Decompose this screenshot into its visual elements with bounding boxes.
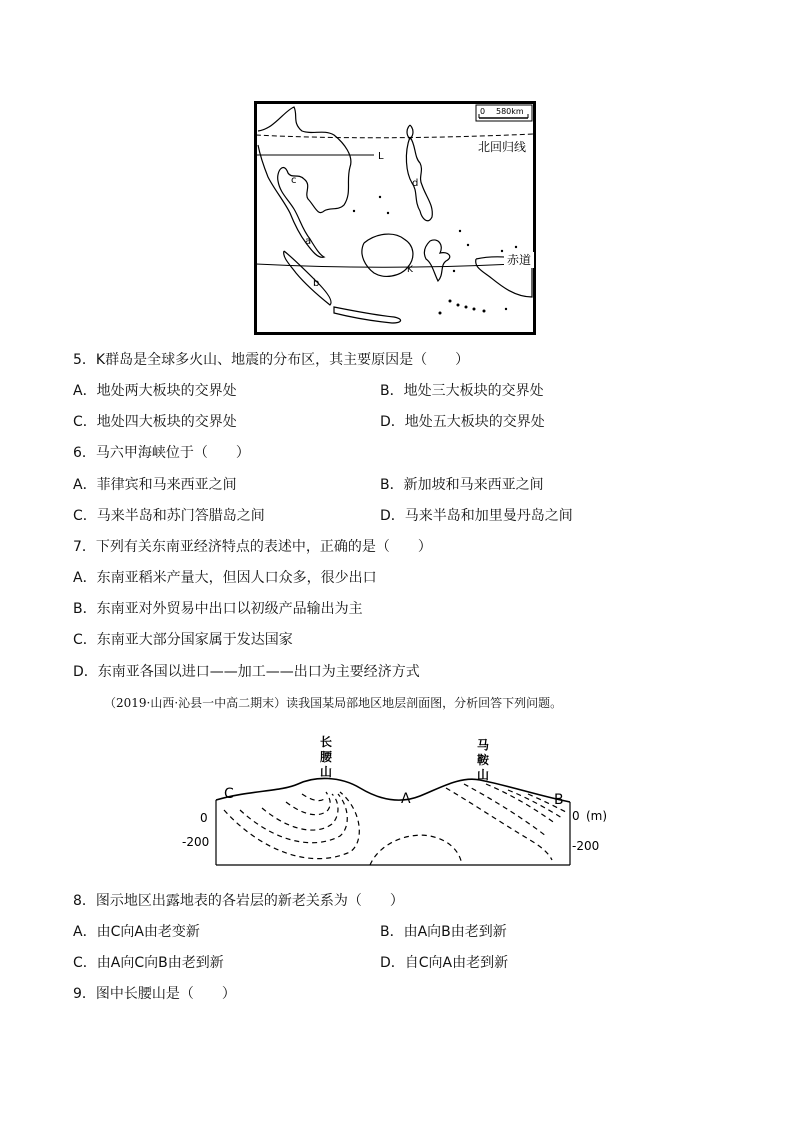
scale-value: 580km [496,107,524,116]
strata-layers [224,784,566,865]
question-6-option-a[interactable]: A．菲律宾和马来西亚之间 [73,477,237,493]
geological-profile [180,732,620,872]
label-C: C [224,786,234,802]
question-6-option-d[interactable]: D．马来半岛和加里曼丹岛之间 [380,508,573,524]
map-svg [254,101,536,335]
mountain1-char1: 长 [320,735,333,749]
scale-bar [476,105,532,121]
question-7-option-a[interactable]: A．东南亚稻米产量大，但因人口众多，很少出口 [73,570,377,586]
question-7-option-c[interactable]: C．东南亚大部分国家属于发达国家 [73,632,293,648]
mountain2-char1: 马 [477,738,490,752]
tropic-label: 北回归线 [478,140,527,154]
label-K: K [407,265,413,275]
right-zero-label: 0 [572,809,580,823]
question-6-stem: 6．马六甲海峡位于（ ） [73,445,250,461]
right-minus200-label: -200 [572,839,600,853]
scale-zero: 0 [480,107,486,116]
question-7-option-d[interactable]: D．东南亚各国以进口——加工——出口为主要经济方式 [73,664,420,680]
question-5-option-a[interactable]: A．地处两大板块的交界处 [73,383,237,399]
left-minus200-label: -200 [182,835,210,849]
question-5-option-d[interactable]: D．地处五大板块的交界处 [380,414,545,430]
mountain2-char2: 鞍 [477,753,490,767]
southeast-asia-map [254,101,536,335]
label-A: A [401,791,411,807]
mountain2-char3: 山 [477,768,490,782]
question-8-option-c[interactable]: C．由A向C向B由老到新 [73,955,224,971]
surface-line [216,778,570,802]
question-7-option-b[interactable]: B．东南亚对外贸易中出口以初级产品输出为主 [73,601,363,617]
label-L: L [378,151,384,162]
question-5-option-b[interactable]: B．地处三大板块的交界处 [380,383,544,399]
profile-svg [180,732,620,872]
label-B: B [554,792,564,808]
question-6-option-c[interactable]: C．马来半岛和苏门答腊岛之间 [73,508,265,524]
question-8-option-b[interactable]: B．由A向B由老到新 [380,924,507,940]
question-7-stem: 7．下列有关东南亚经济特点的表述中，正确的是（ ） [73,539,432,555]
label-a: a [305,236,312,247]
question-6-option-b[interactable]: B．新加坡和马来西亚之间 [380,477,544,493]
question-8-stem: 8．图示地区出露地表的各岩层的新老关系为（ ） [73,893,404,909]
mountain1-char3: 山 [320,765,333,779]
mountain1-char2: 腰 [320,750,333,764]
question-9-stem: 9．图中长腰山是（ ） [73,986,236,1002]
right-unit-label: (m) [586,809,608,823]
equator-label: 赤道 [507,253,532,267]
question-5-option-c[interactable]: C．地处四大板块的交界处 [73,414,237,430]
question-8-option-d[interactable]: D．自C向A由老到新 [380,955,509,971]
label-c: c [291,175,297,186]
question-5-stem: 5．K群岛是全球多火山、地震的分布区，其主要原因是（ ） [73,352,470,368]
left-zero-label: 0 [200,811,208,825]
context-note: （2019·山西·沁县一中高二期末）读我国某局部地区地层剖面图，分析回答下列问题。 [104,696,563,710]
label-b: b [313,278,320,289]
label-d: d [412,178,419,189]
question-8-option-a[interactable]: A．由C向A由老变新 [73,924,200,940]
